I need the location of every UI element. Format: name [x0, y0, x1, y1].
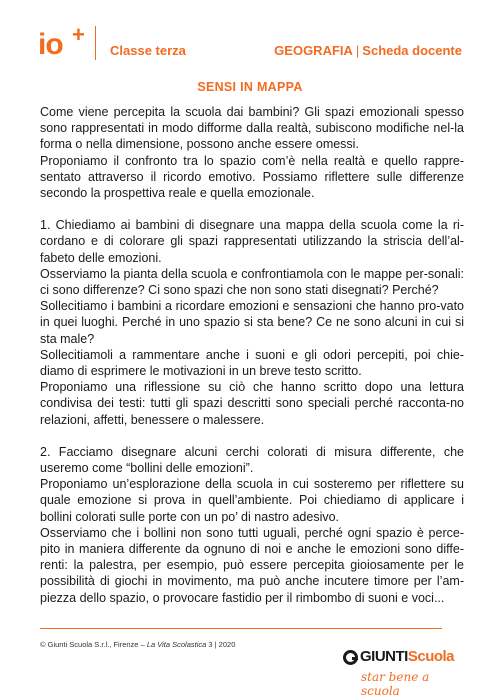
logo-text: io: [38, 28, 63, 61]
page-title: SENSI IN MAPPA: [197, 80, 303, 94]
paragraph: Proponiamo una riflessione su ciò che hanno scritto dopo una lettura condivisa dei testi: tutti gli spazi descritti sono speciali perché racconta-no relazioni, affetti, benessere o malessere.: [40, 380, 464, 427]
giunti-g-icon: [343, 650, 358, 665]
paragraph: Sollecitiamo i bambini a ricordare emozioni e sensazioni che hanno pro-vato in quei luoghi. Perché in uno spazio si sta bene? Ce ne sono alcuni in cui si sta male?: [40, 299, 464, 346]
paragraph: Osserviamo la pianta della scuola e confrontiamola con le mappe per-sonali: ci sono differenze? Ci sono spazi che non sono stati disegnati? Perché?: [40, 266, 464, 298]
header-divider: [95, 26, 96, 60]
footer-divider: [40, 628, 442, 629]
paragraph: 1. Chiediamo ai bambini di disegnare una mappa della scuola come la ri-cordano e di colorare gli spazi rappresentati utilizzando la striscia dell’al-fabeto delle emozioni.: [40, 218, 464, 265]
magazine-name: La Vita Scolastica: [146, 640, 207, 649]
io-logo: [38, 24, 88, 64]
paragraph: Osserviamo che i bollini non sono tutti uguali, perché ogni spazio è perce-pito in maniera differente da ognuno di noi e anche le emozioni sono diffe-renti: la palestra, per esempio, può essere percepita gioiosamente per le possibilità di giochi in movimento, ma può anche incutere timore per l’am-piezza dello spazio, o provocare fastidio per il rimbombo di suoni e voci...: [40, 525, 464, 605]
issue-number: 3 | 2020: [206, 640, 236, 649]
header-subject: [274, 43, 462, 58]
subject-label: GEOGRAFIA: [274, 43, 353, 58]
paragraph: 2. Facciamo disegnare alcuni cerchi colorati di misura differente, che useremo come “bollini delle emozioni”.: [40, 444, 464, 476]
subject-separator: |: [355, 43, 360, 58]
paragraph: Come viene percepita la scuola dai bambini? Gli spazi emozionali spesso sono rappresentati in modo difforme dalla realtà, subiscono modifiche nel-la forma o nella dimensione, possono anche essere omessi.: [40, 105, 464, 152]
copyright-text: © Giunti Scuola S.r.l., Firenze –: [40, 640, 147, 649]
paragraph: Proponiamo un’esplorazione della scuola in cui sosteremo per riflettere su quale emozione si prova in quell’ambiente. Poi chiediamo di applicare i bollini colorati sulle porte con un po’ di nastro adesivo.: [40, 477, 464, 524]
brand-name: GIUNTIScuola: [360, 648, 455, 665]
paragraph: Sollecitiamoli a rammentare anche i suoni e gli odori percepiti, poi chie-diamo di esprimere le motivazioni in un breve testo scritto.: [40, 347, 464, 379]
giunti-scuola-logo: [343, 648, 463, 698]
document-body: [40, 104, 464, 606]
brand-motto: star bene a scuola: [361, 670, 430, 698]
page-header: [0, 0, 500, 80]
class-label: Classe terza: [110, 43, 186, 58]
sheet-label: Scheda docente: [362, 43, 462, 58]
paragraph: Proponiamo il confronto tra lo spazio com’è nella realtà e quello rappre-sentato attraverso il ricordo emotivo. Possiamo riflettere sulle differenze secondo la prospettiva reale e quella emozionale.: [40, 153, 464, 201]
footer-copyright: [40, 640, 235, 649]
logo-plus-icon: +: [72, 22, 85, 47]
